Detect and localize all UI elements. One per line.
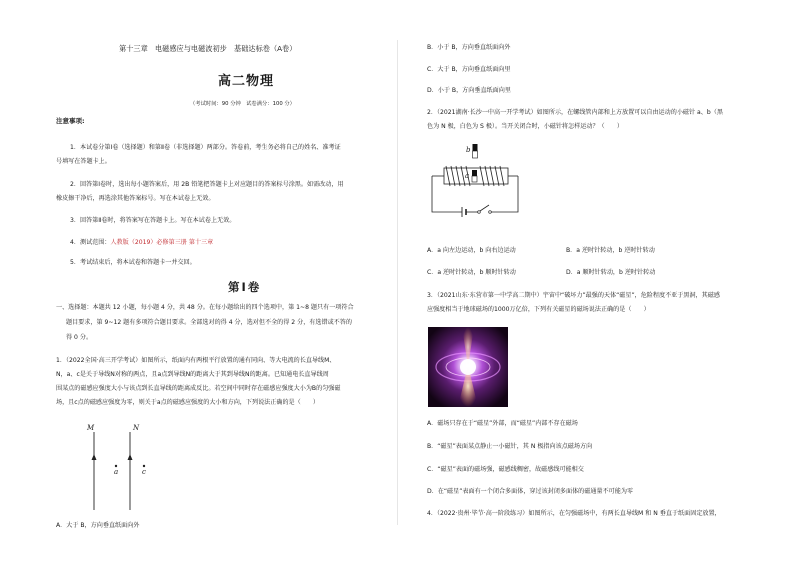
wire-m-label: M: [87, 424, 95, 432]
column-divider: [397, 40, 398, 525]
section-intro-line1: 一、选择题：本题共 12 小题，每小题 4 分，共 48 分。在每小题给出的四个选项中，第 1~8 题只有一项符合: [56, 304, 354, 311]
switch-pivot: [478, 211, 481, 214]
q1-option-b: B．小于 B，方向垂直纸面向外: [427, 44, 511, 51]
needle-a-north: [472, 170, 477, 176]
notice-heading: 注意事项:: [56, 117, 85, 125]
wire-n-current-arrow: [128, 454, 133, 460]
q1-line1: 1．（2022全国·高三开学考试）如图所示，纸面内有两根平行放置的通有同向、等大电流的长直导线M、: [56, 357, 336, 364]
notice-item-1-line1: 1．本试卷分第Ⅰ卷（选择题）和第Ⅱ卷（非选择题）两部分。答卷前，考生务必将自己的姓名、准考证: [70, 144, 341, 151]
q2-line2: 色为 N 极，白色为 S 极）。当开关闭合时，小磁针将怎样运动？（ ）: [427, 123, 623, 130]
q3-option-a: A．磁场只存在于“磁星”外部，而“磁星”内部不存在磁场: [427, 420, 578, 427]
q2-option-b: B．a 逆时针转动，b 逆时针转动: [566, 247, 655, 254]
q1-option-c: C．大于 B，方向垂直纸面向里: [427, 66, 511, 73]
point-a-label: a: [114, 468, 119, 476]
q2-solenoid-figure: [424, 140, 524, 222]
q2-option-a: A．a 向左边运动，b 向右边运动: [427, 247, 516, 254]
point-a-dot: [115, 465, 117, 467]
q1-option-a: A．大于 B，方向垂直纸面向外: [56, 522, 140, 529]
q1-line3: 围某点的磁感应强度大小与该点到长直导线的距离成反比。若空间中同时存在磁感应强度大小为B的匀强磁: [56, 385, 341, 392]
notice-item-2-line2: 橡皮擦干净后，再选涂其他答案标号。写在本试卷上无效。: [56, 195, 215, 202]
notice-item-4: [70, 240, 213, 246]
chapter-title: 第十三章 电磁感应与电磁波初步 基础达标卷（A卷）: [119, 44, 297, 53]
q3-line1: 3．（2021山东·东营市第一中学高二期中）宇宙中“破坏力”最强的天体“磁星”，危险程度不亚于黑洞，其磁感: [427, 292, 720, 299]
point-c-label: c: [142, 468, 146, 476]
q2-option-c: C．a 逆时针转动，b 顺时针转动: [427, 269, 516, 276]
notice-item-3: 3．回答第Ⅱ卷时，将答案写在答题卡上。写在本试卷上无效。: [70, 217, 236, 224]
test-range: 人教版（2019）必修第三册 第十三章: [110, 239, 214, 246]
section-title: 第Ⅰ卷: [228, 280, 262, 294]
circuit-wire-left: [432, 176, 462, 212]
q3-option-d: D．在“磁星”表面有一个闭合多面体，穿过该封闭多面体的磁通量不可能为零: [427, 488, 634, 495]
needle-a-south: [472, 176, 477, 182]
magnetar-image: [428, 327, 508, 407]
q1-line2: N，a、c是关于导线N对称的两点，且a点到导线N的距离大于其到导线N的距离。已知通电长直导线周: [56, 371, 329, 378]
q4-line1: 4．（2022·贵州·毕节·高一阶段练习）如图所示，在匀强磁场中，有两长直导线M 和 N 垂直于纸面固定放置，: [427, 510, 721, 517]
notice-item-4-prefix: 4．测试范围：: [70, 239, 111, 246]
needle-b-south: [473, 151, 478, 158]
section-intro-line3: 得 0 分。: [66, 334, 93, 341]
q2-option-d: D．a 顺时针转动，b 逆时针转动: [566, 269, 656, 276]
circuit-wire-right: [490, 176, 518, 212]
wire-m-current-arrow: [92, 454, 97, 460]
notice-item-5: 5．考试结束后，将本试卷和答题卡一并交回。: [70, 259, 196, 266]
switch-lever: [480, 205, 489, 211]
q3-option-b: B．“磁星”表面某点静止一小磁针，其 N 极指向该点磁场方向: [427, 443, 593, 450]
notice-item-1-line2: 号填写在答题卡上。: [56, 158, 111, 165]
q2-line1: 2．（2021湖南·长沙一中高一开学考试）如图所示，在螺线管内部和上方放置可以自由运动的小磁针 a、b（黑: [427, 109, 723, 116]
subject-title: 高二物理: [218, 74, 275, 89]
q3-line2: 应强度相当于地球磁场的1000万亿倍，下列有关磁星的磁场说法正确的是（ ）: [427, 306, 650, 313]
needle-a-label: a: [465, 172, 470, 180]
point-c-dot: [143, 465, 145, 467]
exam-meta: （考试时间：90 分钟 试卷满分：100 分）: [190, 101, 295, 107]
needle-b-label: b: [466, 146, 471, 154]
switch-contact: [489, 211, 492, 214]
q1-line4: 场，且c点的磁感应强度为零，则关于a点的磁感应强度的大小和方向，下列说法正确的是（ ）: [56, 399, 320, 406]
q3-option-c: C．“磁星”表面的磁场强，磁感线稠密，故磁感线可能相交: [427, 466, 584, 473]
section-intro-line2: 题目要求，第 9~12 题有多项符合题目要求。全部选对的得 4 分，选对但不全的得 2 分，有选错或不答的: [66, 319, 352, 326]
q1-option-d: D．小于 B，方向垂直纸面向里: [427, 87, 511, 94]
notice-item-2-line1: 2．回答第Ⅰ卷时，选出每小题答案后，用 2B 铅笔把答题卡上对应题目的答案标号涂黑。如需改动，用: [70, 181, 344, 188]
magnetar-core: [460, 359, 476, 375]
wire-n-label: N: [133, 424, 140, 432]
needle-b-north: [473, 144, 478, 151]
q1-wire-figure: [80, 422, 170, 512]
